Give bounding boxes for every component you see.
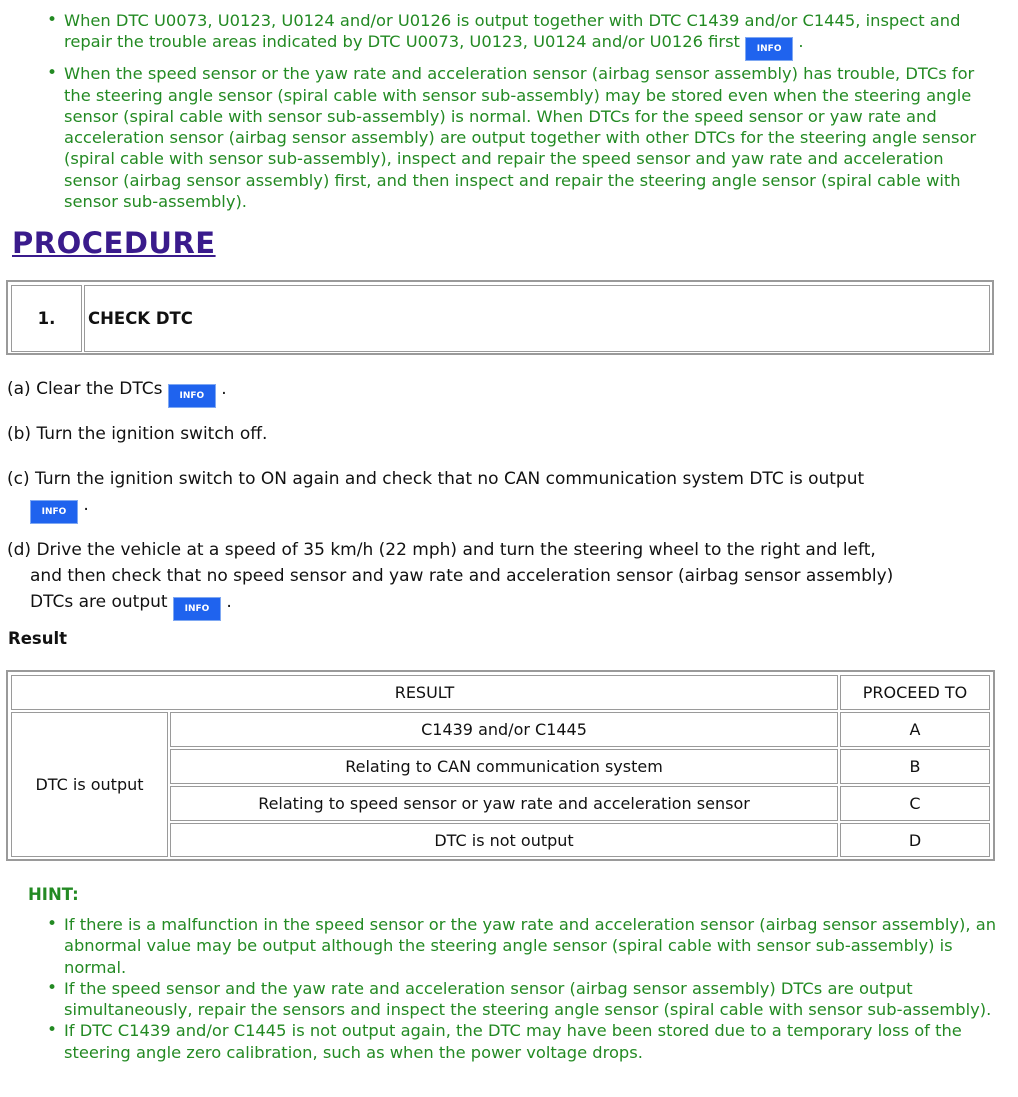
table-row-proceed: B [840,749,990,784]
result-label: Result [8,629,68,648]
caution-notes [64,10,999,212]
info-button[interactable]: INFO [30,500,78,524]
substep-d-line3: DTCs are output [30,592,168,612]
table-row-result: Relating to CAN communication system [170,749,838,784]
note-item: • When DTC U0073, U0123, U0124 and/or U0126 is output together with DTC C1439 and/or C1445, inspect and repair the trouble areas indicated by DTC U0073, U0123, U0124 and/or U0126 first INFO . [64,10,999,61]
hint-item: • If there is a malfunction in the speed sensor or the yaw rate and acceleration sensor (airbag sensor assembly), an abnormal value may be output although the steering angle sensor (spiral cable with sensor sub-assembly) is normal. [64,914,999,978]
procedure-title: PROCEDURE [12,226,216,260]
table-row-result: Relating to speed sensor or yaw rate and acceleration sensor [170,786,838,821]
table-row-proceed: C [840,786,990,821]
table-row-result: C1439 and/or C1445 [170,712,838,747]
step-number: 1. [11,285,82,352]
table-row-result: DTC is not output [170,823,838,857]
note-item [64,63,999,212]
group-label-cell: DTC is output [11,712,168,857]
substep-d-line1: (d) Drive the vehicle at a speed of 35 km/h (22 mph) and turn the steering wheel to the right and left, [7,540,876,560]
info-button[interactable]: INFO [173,597,221,621]
substep-d: (d) Drive the vehicle at a speed of 35 km/h (22 mph) and turn the steering wheel to the right and left, and then check that no speed sensor and yaw rate and acceleration sensor (airbag sensor assembly) DTCs are output INFO . [7,537,893,621]
info-button[interactable]: INFO [168,384,216,408]
substep-b [7,421,267,447]
info-button[interactable]: INFO [745,37,793,61]
table-row-proceed: A [840,712,990,747]
step-title: CHECK DTC [84,285,990,352]
note-text: When the speed sensor or the yaw rate and acceleration sensor (airbag sensor assembly) has trouble, DTCs for the steering angle sensor (spiral cable with sensor sub-assembly) may be stored even when the steering angle sensor (spiral cable with sensor sub-assembly) is normal. When DTCs for the speed sensor or yaw rate and acceleration sensor (airbag sensor assembly) are output together with other DTCs for the steering angle sensor (spiral cable with sensor sub-assembly), inspect and repair the speed sensor and yaw rate and acceleration sensor (airbag sensor assembly) first, and then inspect and repair the steering angle sensor (spiral cable with sensor sub-assembly). [64,64,977,212]
hint-item: • If DTC C1439 and/or C1445 is not output again, the DTC may have been stored due to a temporary loss of the steering angle zero calibration, such as when the power voltage drops. [64,1020,999,1063]
substep-c-text: (c) Turn the ignition switch to ON again and check that no CAN communication system DTC is output [7,469,865,489]
table-row-proceed: D [840,823,990,857]
result-table [6,670,995,861]
proceed-header: PROCEED TO [840,675,990,710]
substep-a: (a) Clear the DTCs INFO . [7,376,227,408]
step-header-box [6,280,994,355]
substep-b-text: (b) Turn the ignition switch off. [7,424,268,444]
hint-title: HINT: [28,885,79,904]
note-text: When DTC U0073, U0123, U0124 and/or U0126 is output together with DTC C1439 and/or C1445, inspect and repair the trouble areas indicated by DTC U0073, U0123, U0124 and/or U0126 first [64,11,961,52]
substep-c: (c) Turn the ignition switch to ON again and check that no CAN communication system DTC is output INFO . [7,466,864,524]
substep-a-text: (a) Clear the DTCs [7,379,163,399]
hint-item: • If the speed sensor and the yaw rate and acceleration sensor (airbag sensor assembly) DTCs are output simultaneously, repair the sensors and inspect the steering angle sensor (spiral cable with sensor sub-assembly). [64,978,999,1021]
substep-d-line2: and then check that no speed sensor and yaw rate and acceleration sensor (airbag sensor assembly) [30,566,894,586]
hint-list [64,914,999,1063]
result-header: RESULT [11,675,838,710]
